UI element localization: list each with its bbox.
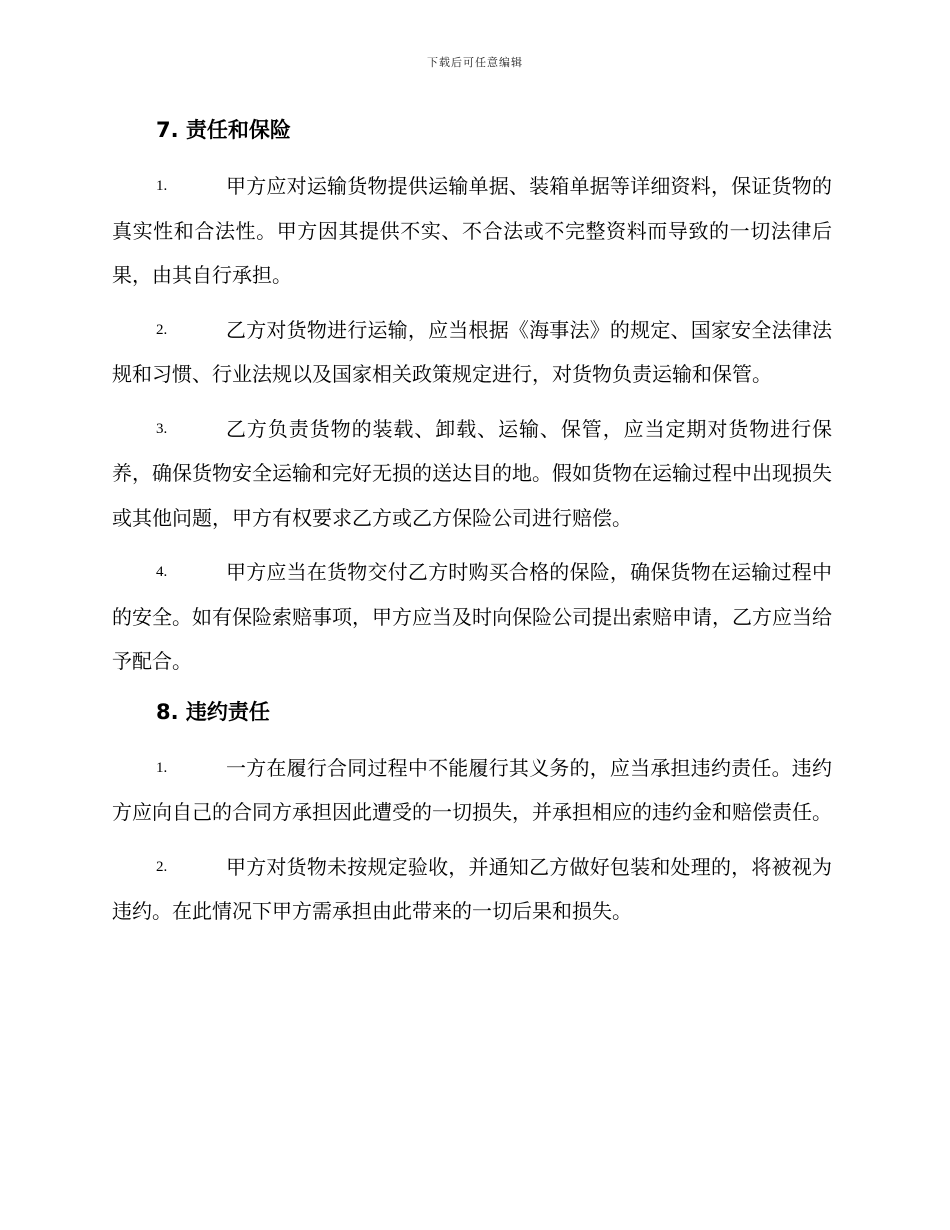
clause-item bbox=[112, 407, 832, 541]
header-note: 下载后可任意编辑 bbox=[427, 56, 523, 69]
clause-text: 乙方对货物进行运输，应当根据《海事法》的规定、国家安全法律法规和习惯、行业法规以及国家相关政策规定进行，对货物负责运输和保管。 bbox=[112, 317, 832, 386]
section-breach-liability bbox=[112, 694, 832, 934]
clause-text: 一方在履行合同过程中不能履行其义务的，应当承担违约责任。违约方应向自己的合同方承担因此遭受的一切损失，并承担相应的违约金和赔偿责任。 bbox=[112, 755, 832, 824]
clause-item bbox=[112, 164, 832, 298]
clause-number: 1. bbox=[156, 178, 168, 194]
section-heading: 7. 责任和保险 bbox=[156, 118, 291, 142]
clause-item bbox=[112, 746, 832, 835]
clause-item bbox=[112, 550, 832, 684]
clause-number: 2. bbox=[156, 321, 168, 338]
clause-item bbox=[112, 845, 832, 934]
section-responsibility-insurance bbox=[112, 112, 832, 684]
clause-number: 2. bbox=[156, 858, 168, 875]
section-heading: 8. 违约责任 bbox=[156, 699, 270, 724]
clause-text: 甲方应对运输货物提供运输单据、装箱单据等详细资料，保证货物的真实性和合法性。甲方因其提供不实、不合法或不完整资料而导致的一切法律后果，由其自行承担。 bbox=[112, 174, 832, 287]
clause-text: 乙方负责货物的装载、卸载、运输、保管，应当定期对货物进行保养，确保货物安全运输和完好无损的送达目的地。假如货物在运输过程中出现损失或其他问题，甲方有权要求乙方或乙方保险公司进行赔偿。 bbox=[112, 416, 832, 530]
clause-number: 3. bbox=[156, 420, 168, 437]
clause-text: 甲方对货物未按规定验收，并通知乙方做好包装和处理的，将被视为违约。在此情况下甲方需承担由此带来的一切后果和损失。 bbox=[112, 854, 832, 923]
clause-text: 甲方应当在货物交付乙方时购买合格的保险，确保货物在运输过程中的安全。如有保险索赔事项，甲方应当及时向保险公司提出索赔申请，乙方应当给予配合。 bbox=[112, 560, 832, 673]
clause-item bbox=[112, 308, 832, 397]
clause-number: 4. bbox=[156, 564, 168, 580]
document-body bbox=[112, 112, 832, 944]
clause-number: 1. bbox=[156, 759, 168, 776]
